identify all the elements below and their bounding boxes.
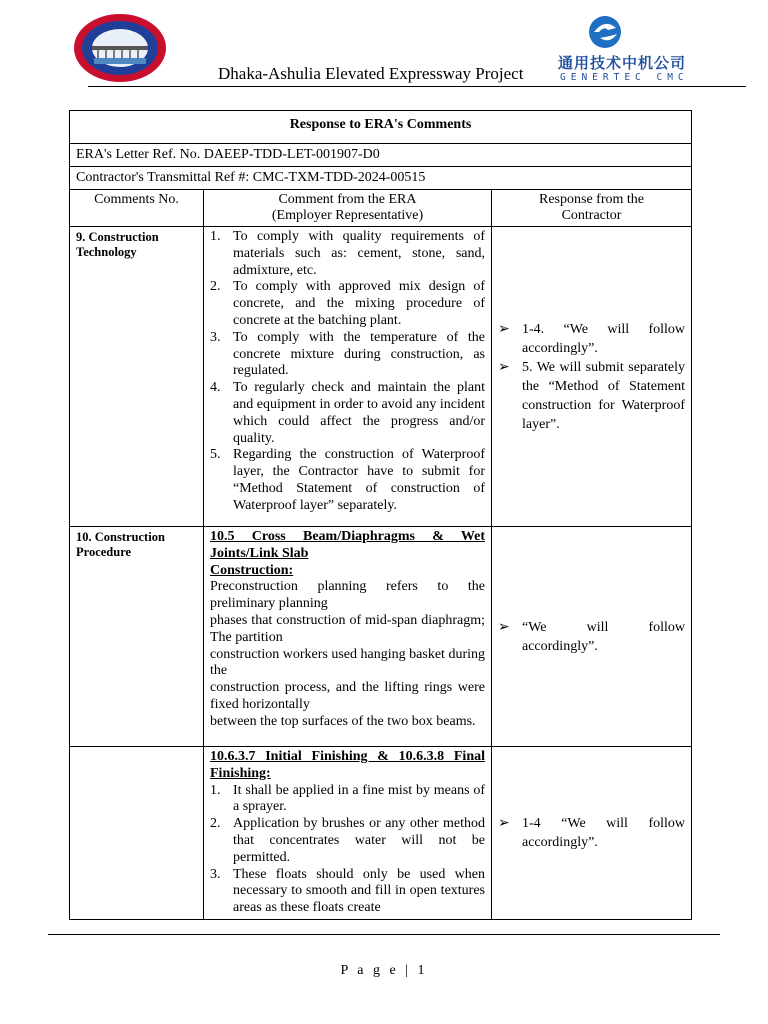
document-title: Response to ERA's Comments: [70, 111, 692, 144]
genertec-emblem-icon: [586, 14, 624, 50]
response-item-text: 5. We will submit separately the “Method of Statement construction for Waterproof layer”.: [522, 359, 685, 432]
item-number: 2.: [210, 279, 221, 295]
list-item: [210, 229, 485, 279]
item-text: Regarding the construction of Waterproof layer, the Contractor have to submit for “Method Statement of construction of Waterproof layer” separately.: [233, 447, 485, 513]
paragraph-line: between the top surfaces of the two box beams.: [210, 713, 476, 729]
col-header-comment: [204, 190, 492, 227]
paragraph-line: phases that construction of mid-span diaphragm; The partition: [210, 612, 485, 645]
section-heading: 10.6.3.7 Initial Finishing & 10.6.3.8 Final Finishing:: [210, 749, 485, 781]
project-title: Dhaka-Ashulia Elevated Expressway Project: [218, 64, 524, 83]
col-header-response: [492, 190, 692, 227]
item-text: These floats should only be used when necessary to smooth and fill in open textures areas as these floats create: [233, 866, 485, 916]
col-header-comment-no: Comments No.: [70, 190, 204, 227]
response-table: [69, 110, 692, 920]
list-item: [210, 867, 485, 917]
comment-text: [204, 747, 492, 920]
arrow-bullet-icon: ➢: [498, 359, 510, 375]
response-item-text: “We will follow accordingly”.: [522, 619, 685, 654]
response-item: [498, 358, 685, 434]
footer-rule: [48, 934, 720, 935]
paragraph-line: construction workers used hanging basket during the: [210, 646, 485, 679]
page-number: P a g e | 1: [340, 963, 428, 978]
table-row: [70, 527, 692, 747]
item-text: It shall be applied in a fine mist by means of a sprayer.: [233, 782, 485, 815]
item-number: 4.: [210, 380, 221, 396]
table-row: [70, 227, 692, 527]
table-row: [70, 747, 692, 920]
paragraph-line: construction process, and the lifting rings were fixed horizontally: [210, 680, 485, 712]
transmittal-ref: Contractor's Transmittal Ref #: CMC-TXM-TDD-2024-00515: [70, 167, 692, 190]
paragraph-line: Preconstruction planning refers to the preliminary planning: [210, 579, 485, 612]
response-item-text: 1-4. “We will follow accordingly”.: [522, 321, 685, 356]
item-text: To comply with the temperature of the concrete mixture during construction, as regulated.: [233, 329, 485, 379]
list-item: [210, 816, 485, 866]
item-text: To comply with quality requirements of materials such as: cement, stone, sand, admixture, etc.: [233, 229, 485, 278]
letter-ref: ERA's Letter Ref. No. DAEEP-TDD-LET-001907-D0: [70, 144, 692, 167]
response-item: [498, 618, 685, 656]
item-text: To comply with approved mix design of concrete, and the mixing procedure of concrete at the batching plant.: [233, 279, 485, 328]
logo-chinese-text: 通用技术中机公司: [558, 54, 687, 72]
response-item-text: 1-4 “We will follow accordingly”.: [522, 815, 685, 850]
item-number: 5.: [210, 447, 221, 463]
section-heading: 10.5 Cross Beam/Diaphragms & Wet Joints/Link Slab: [210, 529, 485, 561]
item-number: 1.: [210, 229, 221, 244]
list-item: [210, 380, 485, 447]
item-number: 3.: [210, 866, 221, 882]
arrow-bullet-icon: ➢: [498, 321, 510, 337]
genertec-cmc-logo: [558, 12, 708, 84]
response-text: [492, 747, 692, 920]
list-item: [210, 447, 485, 514]
item-number: 2.: [210, 816, 221, 832]
comment-text: [204, 227, 492, 527]
item-number: 3.: [210, 329, 221, 345]
arrow-bullet-icon: ➢: [498, 815, 510, 831]
response-text: [492, 527, 692, 747]
col-header-comment-line1: Comment from the ERA: [278, 192, 417, 207]
col-header-response-line2: Contractor: [561, 208, 622, 223]
table-header-row: [70, 190, 692, 227]
list-item: [210, 783, 485, 817]
section-subheading: Construction:: [210, 562, 294, 578]
list-item: [210, 330, 485, 380]
arrow-bullet-icon: ➢: [498, 619, 510, 635]
bangladesh-bridge-authority-logo: [72, 12, 168, 84]
item-text: To regularly check and maintain the plant and equipment in order to avoid any incident which could affect the progress and/or quality.: [233, 380, 485, 446]
list-item: [210, 279, 485, 329]
header-rule: [88, 86, 746, 87]
comment-number: [70, 747, 204, 920]
response-text: [492, 227, 692, 527]
col-header-comment-line2: (Employer Representative): [271, 208, 424, 223]
response-item: [498, 320, 685, 358]
item-text: Application by brushes or any other method that concentrates water will not be permitted.: [233, 816, 485, 865]
comment-text: [204, 527, 492, 747]
item-number: 1.: [210, 782, 221, 798]
comment-number: 10. Construction Procedure: [70, 527, 204, 747]
response-item: [498, 814, 685, 852]
comment-number: 9. Construction Technology: [70, 227, 204, 527]
logo-english-text: GENERTEC CMC: [560, 72, 689, 83]
col-header-response-line1: Response from the: [539, 192, 644, 207]
